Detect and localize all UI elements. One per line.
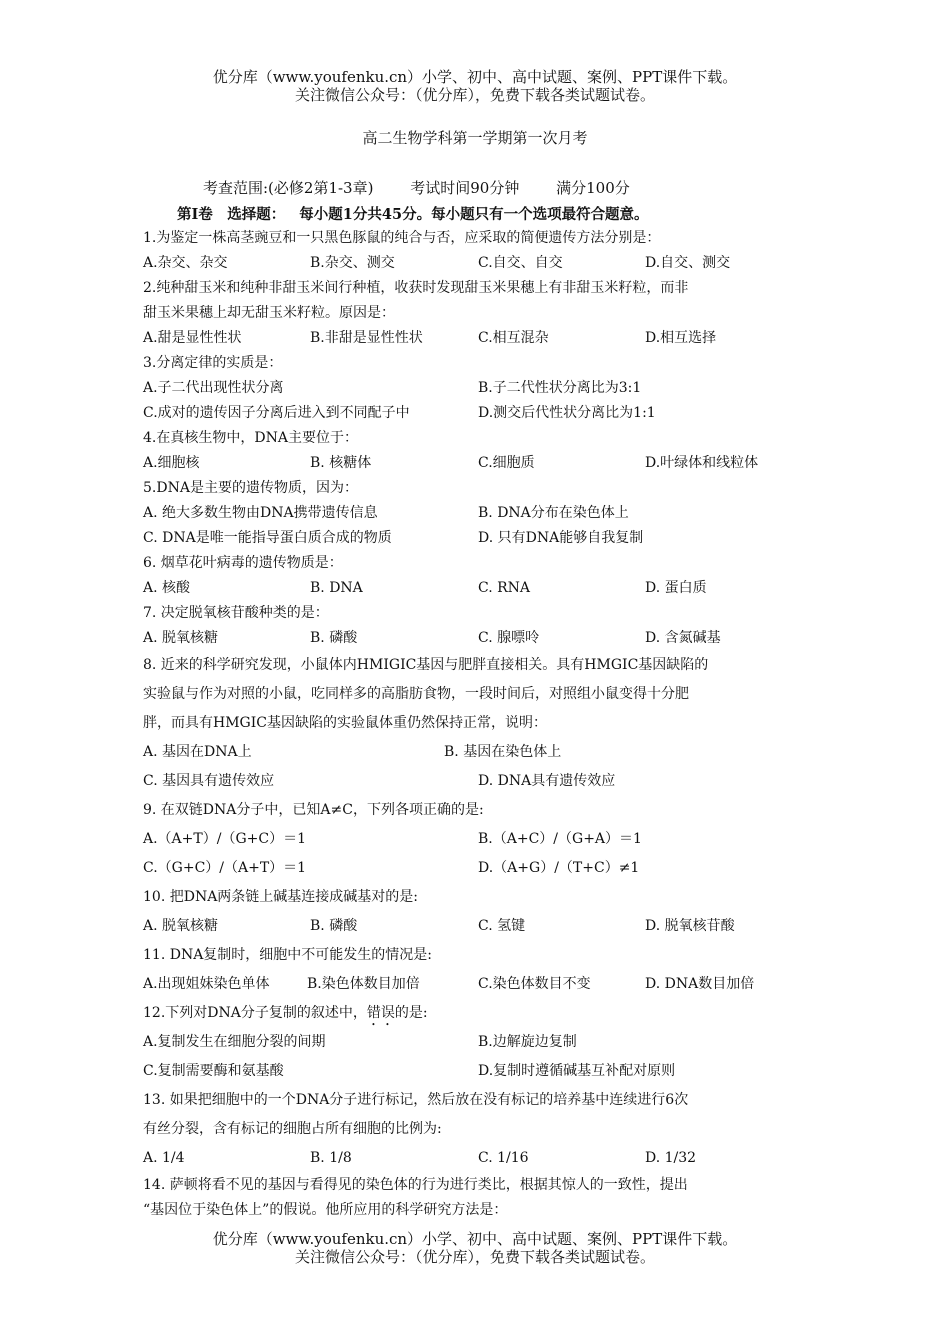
question-8-stem-cont-1: 实验鼠与作为对照的小鼠，吃同样多的高脂肪食物，一段时间后，对照组小鼠变得十分肥 <box>143 686 689 702</box>
question-11-stem: 11. DNA复制时，细胞中不可能发生的情况是: <box>143 947 433 963</box>
question-3-options-cd <box>143 401 811 426</box>
question-3-options-ab <box>143 376 811 401</box>
option-d: D.（A+G）/（T+C）≠1 <box>478 860 640 876</box>
option-d: D.相互选择 <box>645 330 717 346</box>
question-2-options <box>143 326 811 351</box>
question-8-options-cd <box>143 767 811 796</box>
question-7-stem: 7. 决定脱氧核苷酸种类的是： <box>143 605 329 621</box>
option-a: A. 脱氧核糖 <box>143 630 219 646</box>
question-8-stem: 8. 近来的科学研究发现，小鼠体内HMIGIC基因与肥胖直接相关。具有HMGIC基因缺陷的 <box>143 657 709 673</box>
exam-scope: 考查范围:(必修2第1-3章) <box>203 179 374 197</box>
option-b: B. 磷酸 <box>310 630 358 646</box>
question-12-options-cd <box>143 1057 811 1086</box>
option-c: C. 1/16 <box>478 1150 529 1166</box>
question-4-stem: 4.在真核生物中，DNA主要位于： <box>143 430 358 446</box>
option-d: D. DNA数目加倍 <box>645 976 755 992</box>
option-d: D. 1/32 <box>645 1150 697 1166</box>
question-7-options <box>143 626 811 651</box>
question-5-stem: 5.DNA是主要的遗传物质，因为： <box>143 480 358 496</box>
option-a: A. 1/4 <box>143 1150 185 1166</box>
option-b: B. 基因在染色体上 <box>444 744 562 760</box>
option-a: A.（A+T）/（G+C）＝1 <box>143 831 306 847</box>
question-6-stem: 6. 烟草花叶病毒的遗传物质是： <box>143 555 343 571</box>
option-a: A. 核酸 <box>143 580 191 596</box>
question-9-stem: 9. 在双链DNA分子中，已知A≠C，下列各项正确的是: <box>143 802 484 818</box>
question-14-stem: 14. 萨顿将看不见的基因与看得见的染色体的行为进行类比，根据其惊人的一致性，提出 <box>143 1177 688 1193</box>
option-a: A. 脱氧核糖 <box>143 918 219 934</box>
footer-line-2: 关注微信公众号：（优分库），免费下载各类试题试卷。 <box>294 1248 655 1266</box>
question-2-stem-cont: 甜玉米果穗上却无甜玉米籽粒。原因是： <box>143 305 395 321</box>
option-b: B. 1/8 <box>310 1150 352 1166</box>
question-2-stem: 2.纯种甜玉米和纯种非甜玉米间行种植，收获时发现甜玉米果穗上有非甜玉米籽粒，而非 <box>143 280 689 296</box>
section-instruction: 每小题1分共45分。每小题只有一个选项最符合题意。 <box>299 206 649 223</box>
option-d: D. 蛋白质 <box>645 580 707 596</box>
option-c: C.成对的遗传因子分离后进入到不同配子中 <box>143 405 410 421</box>
question-6-options <box>143 576 811 601</box>
option-d: D. DNA具有遗传效应 <box>478 773 616 789</box>
option-b: B.染色体数目加倍 <box>307 976 420 992</box>
header-line-1: 优分库（www.youfenku.cn）小学、初中、高中试题、案例、PPT课件下载。 <box>212 68 738 86</box>
exam-score: 满分100分 <box>556 179 630 197</box>
option-c: C.相互混杂 <box>478 330 549 346</box>
question-13-stem-cont: 有丝分裂，含有标记的细胞占所有细胞的比例为: <box>143 1121 442 1137</box>
option-b: B. 磷酸 <box>310 918 358 934</box>
question-1-stem: 1.为鉴定一株高茎豌豆和一只黑色豚鼠的纯合与否，应采取的简便遗传方法分别是： <box>143 230 661 246</box>
option-a: A.出现姐妹染色单体 <box>143 976 270 992</box>
option-a: A.子二代出现性状分离 <box>143 380 284 396</box>
section-title: 第Ⅰ卷 选择题： <box>177 206 286 223</box>
option-b: B.子二代性状分离比为3:1 <box>478 380 642 396</box>
question-13-stem: 13. 如果把细胞中的一个DNA分子进行标记，然后放在没有标记的培养基中连续进行6次 <box>143 1092 689 1108</box>
question-13-options <box>143 1144 811 1173</box>
option-b: B.杂交、测交 <box>310 255 395 271</box>
exam-meta <box>203 177 662 198</box>
option-b: B. DNA分布在染色体上 <box>478 505 629 521</box>
option-d: D.自交、测交 <box>645 255 731 271</box>
option-d: D.测交后代性状分离比为1:1 <box>478 405 656 421</box>
exam-time: 考试时间90分钟 <box>410 179 520 197</box>
question-14-stem-cont: “基因位于染色体上”的假说。他所应用的科学研究方法是： <box>143 1202 508 1218</box>
question-9-options-cd <box>143 854 811 883</box>
option-d: D.复制时遵循碱基互补配对原则 <box>478 1063 676 1079</box>
option-b: B.非甜是显性性状 <box>310 330 423 346</box>
option-c: C.自交、自交 <box>478 255 563 271</box>
option-a: A.杂交、杂交 <box>143 255 228 271</box>
exam-title: 高二生物学科第一学期第一次月考 <box>362 129 588 147</box>
question-10-options <box>143 912 811 941</box>
option-c: C.染色体数目不变 <box>478 976 591 992</box>
header-banner <box>0 68 950 104</box>
option-b: B. 核糖体 <box>310 455 372 471</box>
question-8-stem-cont-2: 胖，而具有HMGIC基因缺陷的实验鼠体重仍然保持正常，说明： <box>143 715 547 731</box>
option-c: C. RNA <box>478 580 531 596</box>
option-c: C.（G+C）/（A+T）＝1 <box>143 860 307 876</box>
question-11-options <box>143 970 811 999</box>
option-a: A. 绝大多数生物由DNA携带遗传信息 <box>143 505 378 521</box>
option-c: C. 基因具有遗传效应 <box>143 773 275 789</box>
question-10-stem: 10. 把DNA两条链上碱基连接成碱基对的是: <box>143 889 419 905</box>
question-12-stem: 12.下列对DNA分子复制的叙述中，错误的是: <box>143 1005 428 1021</box>
option-b: B. DNA <box>310 580 363 596</box>
emphasis-mark: 错误 <box>366 1005 395 1021</box>
question-9-options-ab <box>143 825 811 854</box>
option-a: A. 基因在DNA上 <box>143 744 252 760</box>
footer-banner <box>0 1230 950 1266</box>
option-a: A.细胞核 <box>143 455 200 471</box>
option-d: D. 含氮碱基 <box>645 630 721 646</box>
option-c: C.细胞质 <box>478 455 535 471</box>
option-b: B.边解旋边复制 <box>478 1034 577 1050</box>
footer-line-1: 优分库（www.youfenku.cn）小学、初中、高中试题、案例、PPT课件下载。 <box>212 1230 738 1248</box>
header-line-2: 关注微信公众号：（优分库），免费下载各类试题试卷。 <box>294 86 655 104</box>
question-12-options-ab <box>143 1028 811 1057</box>
option-a: A.复制发生在细胞分裂的间期 <box>143 1034 326 1050</box>
option-c: C. 腺嘌呤 <box>478 630 540 646</box>
option-c: C.复制需要酶和氨基酸 <box>143 1063 284 1079</box>
option-c: C. 氢键 <box>478 918 526 934</box>
question-4-options <box>143 451 811 476</box>
option-d: D. 脱氧核苷酸 <box>645 918 735 934</box>
question-1-options <box>143 251 811 276</box>
option-a: A.甜是显性性状 <box>143 330 242 346</box>
option-d: D.叶绿体和线粒体 <box>645 455 759 471</box>
question-list <box>143 226 811 1223</box>
question-5-options-ab <box>143 501 811 526</box>
question-8-options-ab <box>143 738 811 767</box>
question-5-options-cd <box>143 526 811 551</box>
section-heading <box>177 203 649 224</box>
option-d: D. 只有DNA能够自我复制 <box>478 530 644 546</box>
option-b: B.（A+C）/（G+A）＝1 <box>478 831 642 847</box>
option-c: C. DNA是唯一能指导蛋白质合成的物质 <box>143 530 392 546</box>
question-3-stem: 3.分离定律的实质是： <box>143 355 283 371</box>
